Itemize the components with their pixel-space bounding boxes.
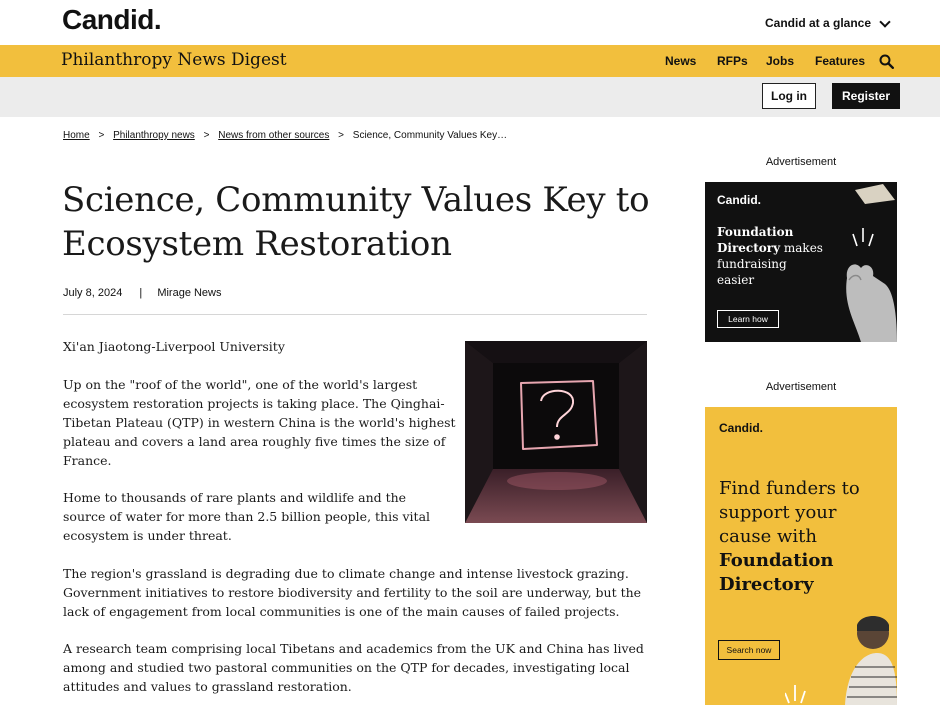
nav-jobs[interactable]: Jobs (766, 54, 795, 68)
breadcrumb-separator: > (98, 130, 105, 141)
paragraph-line: Government initiatives to restore biodiversity and fertility to the soil are underway, but the (63, 585, 642, 600)
ad-copy-text: Find funders to (719, 478, 860, 499)
divider (63, 314, 647, 315)
hand-snap-icon (825, 182, 897, 342)
paragraph-line: lack of engagement from local communities is one of the main causes of failed projects. (63, 604, 620, 619)
breadcrumb-home[interactable]: Home (63, 130, 90, 141)
paragraph-2 (63, 375, 456, 470)
ad-copy-text: easier (717, 273, 755, 287)
paragraph-5 (63, 639, 644, 696)
article-image (465, 341, 647, 523)
breadcrumb-separator: > (203, 130, 210, 141)
ad-copy-bold: Foundation (719, 550, 834, 571)
ad-foundation-directory-yellow[interactable] (705, 407, 897, 705)
pnd-site-title[interactable]: Philanthropy News Digest (61, 50, 287, 70)
search-now-button[interactable]: Search now (718, 640, 780, 660)
paragraph-line: source of water for more than 2.5 billion people, this vital (63, 509, 431, 524)
paragraph-line: Tibetan Plateau (QTP) in western China is the world's highest (63, 415, 456, 430)
ad-copy (717, 224, 837, 288)
breadcrumb-current: Science, Community Values Key… (352, 130, 508, 141)
paragraph-line: ecosystem restoration projects is taking place. The Qinghai- (63, 396, 445, 411)
paragraph-line: among and studied two pastoral communities on the QTP for decades, investigating local (63, 660, 630, 675)
article-date: July 8, 2024 (63, 287, 123, 299)
nav-news[interactable]: News (665, 54, 697, 68)
question-mark-neon-icon (465, 341, 647, 523)
article-meta (63, 287, 222, 299)
learn-how-button[interactable]: Learn how (717, 310, 779, 328)
nav-features[interactable]: Features (815, 54, 866, 68)
paragraph-3 (63, 488, 430, 545)
paragraph-1 (63, 337, 285, 356)
ad-copy-text: fundraising (717, 257, 787, 271)
ad-copy (719, 477, 889, 597)
paragraph-line: The region's grassland is degrading due to climate change and intense livestock grazing. (63, 566, 629, 581)
meta-separator: | (139, 287, 143, 299)
ad-brand: Candid. (717, 193, 761, 207)
person-photo-icon (785, 607, 897, 705)
ad-copy-bold: Directory (719, 574, 814, 595)
login-button[interactable]: Log in (762, 83, 816, 109)
nav-rfps[interactable]: RFPs (717, 54, 748, 68)
ad-copy-text: cause with (719, 526, 818, 547)
glance-label: Candid at a glance (765, 16, 872, 30)
paragraph-line: attitudes and values to grassland restoration. (63, 679, 352, 694)
chevron-down-icon (879, 16, 890, 27)
paragraph-line: ecosystem is under threat. (63, 528, 232, 543)
paragraph-line: France. (63, 453, 112, 468)
top-bar (0, 0, 940, 45)
article-source: Mirage News (157, 287, 222, 299)
paragraph-line: Up on the "roof of the world", one of the world's largest (63, 377, 418, 392)
paragraph-line: plateau and covers a land area roughly five times the size of (63, 434, 446, 449)
ad-brand: Candid. (719, 421, 763, 435)
pnd-nav-bar (0, 45, 940, 77)
article-title-line-1: Science, Community Values Key to (62, 180, 650, 220)
article-title (62, 178, 662, 266)
paragraph-line: Xi'an Jiaotong-Liverpool University (63, 339, 285, 354)
breadcrumb-separator: > (338, 130, 344, 141)
register-button[interactable]: Register (832, 83, 900, 109)
search-icon[interactable] (879, 54, 894, 69)
ad-copy-bold: Directory (717, 241, 781, 255)
breadcrumb (63, 130, 507, 141)
breadcrumb-philanthropy-news[interactable]: Philanthropy news (113, 130, 195, 141)
ad-copy-text: support your (719, 502, 837, 523)
candid-logo[interactable]: Candid. (62, 4, 162, 35)
auth-bar (0, 77, 940, 117)
advertisement-label: Advertisement (765, 381, 837, 393)
paragraph-line: Home to thousands of rare plants and wildlife and the (63, 490, 407, 505)
candid-at-a-glance-menu[interactable] (765, 16, 889, 30)
ad-copy-text: makes (780, 241, 823, 255)
paragraph-line: A research team comprising local Tibetans and academics from the UK and China has lived (63, 641, 644, 656)
article-title-line-2: Ecosystem Restoration (62, 224, 452, 264)
ad-copy-bold: Foundation (717, 225, 794, 239)
advertisement-label: Advertisement (765, 156, 837, 168)
paragraph-4 (63, 564, 641, 621)
breadcrumb-news-from-other-sources[interactable]: News from other sources (218, 130, 330, 141)
ad-foundation-directory-dark[interactable] (705, 182, 897, 342)
